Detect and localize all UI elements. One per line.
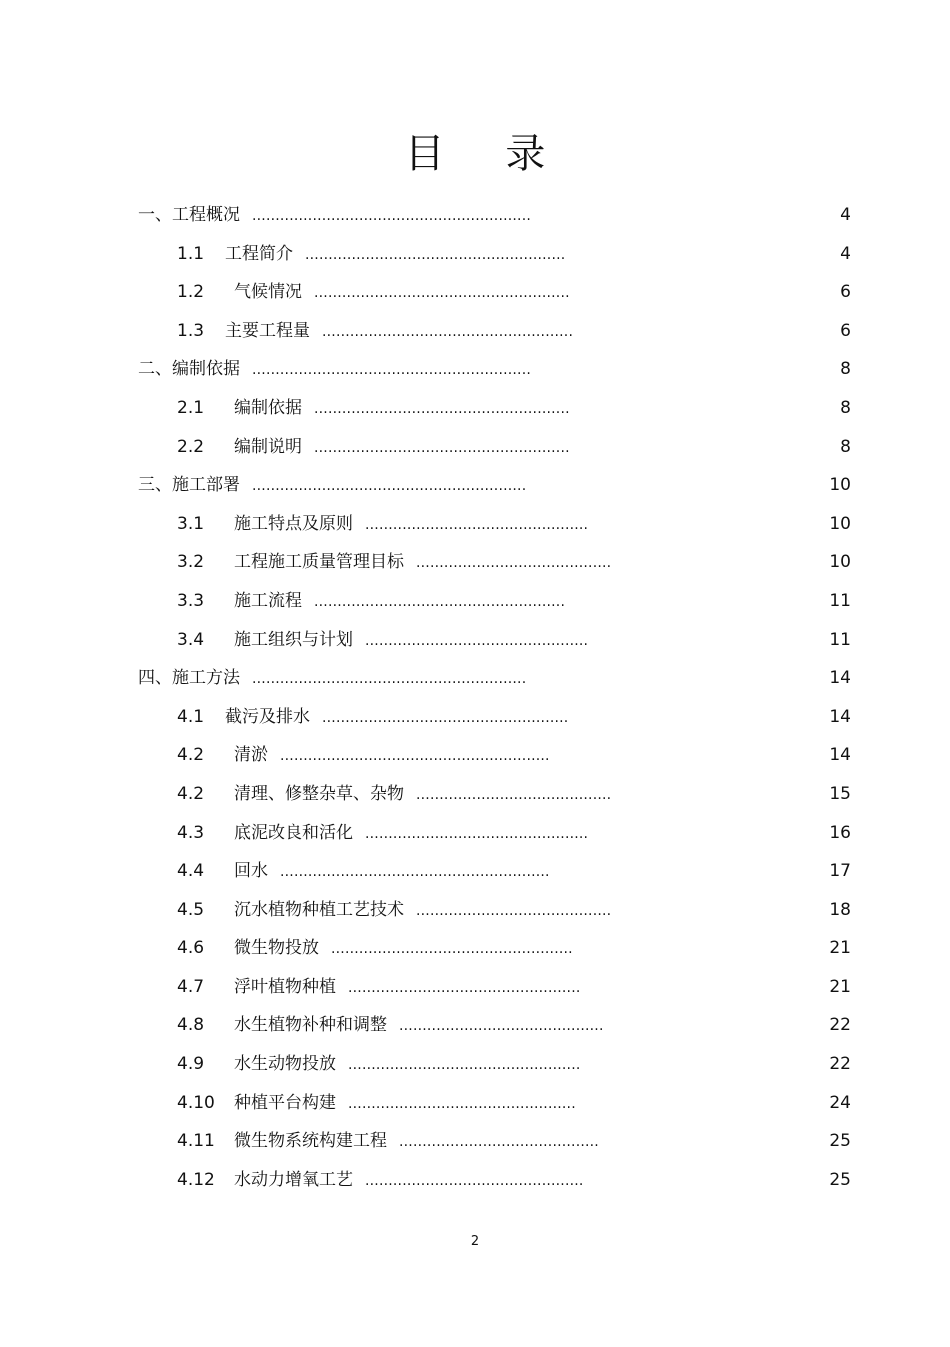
toc-entry-number: 4.10 (177, 1092, 215, 1113)
toc-entry-number: 4.4 (177, 861, 205, 882)
toc-entry-text: 微生物投放 (234, 938, 319, 959)
toc-leader-dots: ............................................................ (252, 362, 532, 379)
toc-entry[interactable] (0, 389, 950, 428)
toc-entry-text: 清淤 (234, 745, 268, 766)
toc-leader-dots: ................................................. (348, 1095, 576, 1112)
toc-page-number: 22 (829, 1054, 851, 1075)
toc-page-number: 4 (840, 205, 851, 225)
toc-leader-dots: ........................................................... (252, 478, 527, 495)
toc-leader-dots: ................................................ (365, 825, 589, 842)
toc-entry-number: 4.1 (177, 706, 205, 727)
toc-entry[interactable] (0, 582, 950, 621)
toc-entry-text: 三、施工部署 (138, 475, 240, 496)
toc-entry[interactable] (0, 543, 950, 582)
toc-leader-dots: ....................................................... (314, 285, 570, 302)
toc-entry-text: 气候情况 (234, 282, 302, 303)
toc-page-number: 14 (829, 668, 851, 689)
toc-title: 目 录 (404, 131, 570, 177)
toc-entry-text: 截污及排水 (225, 706, 310, 727)
toc-page-number: 6 (840, 320, 851, 341)
toc-entry-number: 4.7 (177, 976, 205, 997)
toc-entry-text: 回水 (234, 861, 268, 882)
toc-entry[interactable] (0, 1084, 950, 1123)
toc-leader-dots: ................................................ (365, 632, 589, 649)
toc-page-number: 21 (829, 938, 851, 959)
toc-entry-text: 主要工程量 (225, 320, 310, 341)
toc-entry[interactable] (0, 698, 950, 737)
toc-leader-dots: ........................................................ (305, 246, 566, 263)
toc-entry[interactable] (0, 235, 950, 274)
toc-entry[interactable] (0, 312, 950, 351)
toc-entry-number: 4.9 (177, 1054, 205, 1075)
toc-entry-number: 4.8 (177, 1015, 205, 1036)
toc-entry-text: 水生动物投放 (234, 1054, 336, 1075)
toc-entry[interactable] (0, 775, 950, 814)
toc-entry[interactable] (0, 350, 950, 389)
toc-leader-dots: ............................................ (399, 1018, 604, 1035)
toc-leader-dots: ....................................................... (314, 439, 570, 456)
toc-entry-number: 1.3 (177, 320, 205, 341)
toc-entry-text: 施工特点及原则 (234, 513, 353, 534)
toc-entry-text: 水动力增氧工艺 (234, 1169, 353, 1190)
toc-entry-number: 1.2 (177, 282, 205, 303)
toc-entry[interactable] (0, 852, 950, 891)
toc-entry-text: 二、编制依据 (138, 359, 240, 380)
toc-page-number: 16 (829, 822, 851, 843)
toc-entry[interactable] (0, 968, 950, 1007)
toc-entry-text: 水生植物补种和调整 (234, 1015, 387, 1036)
toc-leader-dots: .................................................. (348, 979, 581, 996)
toc-leader-dots: ............................................................ (252, 208, 532, 224)
toc-leader-dots: ...................................................... (322, 323, 574, 340)
toc-leader-dots: ............................................... (365, 1172, 584, 1189)
toc-entry-number: 4.6 (177, 938, 205, 959)
toc-entry-number: 2.1 (177, 397, 205, 418)
toc-leader-dots: .......................................... (416, 902, 612, 919)
toc-entry-text: 清理、修整杂草、杂物 (234, 783, 404, 804)
toc-entry-text: 沉水植物种植工艺技术 (234, 899, 404, 920)
toc-entry-text: 工程施工质量管理目标 (234, 552, 404, 573)
toc-entry-text: 编制依据 (234, 397, 302, 418)
page-number: 2 (470, 1234, 480, 1249)
toc-entry-text: 微生物系统构建工程 (234, 1131, 387, 1152)
toc-entry[interactable] (0, 1122, 950, 1161)
toc-leader-dots: ....................................................... (314, 400, 570, 417)
toc-entry-text: 四、施工方法 (138, 668, 240, 689)
toc-entry-number: 3.4 (177, 629, 205, 650)
toc-entry-number: 3.1 (177, 513, 205, 534)
toc-page-number: 14 (829, 706, 851, 727)
toc-entry-text: 工程简介 (225, 243, 293, 264)
toc-entry-text: 施工流程 (234, 590, 302, 611)
toc-entry-number: 1.1 (177, 243, 205, 264)
toc-entry[interactable] (0, 428, 950, 467)
toc-leader-dots: .......................................................... (280, 748, 550, 765)
toc-entry-number: 4.2 (177, 745, 205, 766)
toc-entry[interactable] (0, 621, 950, 660)
toc-entry-number: 3.3 (177, 590, 205, 611)
toc-entry[interactable] (0, 505, 950, 544)
toc-entry-text: 一、工程概况 (138, 205, 240, 225)
toc-leader-dots: ................................................ (365, 516, 589, 533)
toc-entry-number: 3.2 (177, 552, 205, 573)
toc-page-number: 18 (829, 899, 851, 920)
toc-entry-number: 4.12 (177, 1169, 215, 1190)
toc-leader-dots: ...................................................... (314, 593, 566, 610)
toc-entry-text: 种植平台构建 (234, 1092, 336, 1113)
toc-page-number: 6 (840, 282, 851, 303)
toc-entry[interactable] (0, 1006, 950, 1045)
toc-page-number: 17 (829, 861, 851, 882)
toc-entry[interactable] (0, 466, 950, 505)
toc-page-number: 4 (840, 243, 851, 264)
toc-page-number: 15 (829, 783, 851, 804)
toc-entry[interactable] (0, 273, 950, 312)
toc-page-number: 11 (829, 629, 851, 650)
toc-entry-number: 4.5 (177, 899, 205, 920)
toc-page-number: 8 (840, 359, 851, 380)
toc-page-number: 25 (829, 1169, 851, 1190)
toc-page-number: 25 (829, 1131, 851, 1152)
toc-entry[interactable] (0, 891, 950, 930)
toc-page-number: 10 (829, 513, 851, 534)
toc-leader-dots: ........................................... (399, 1134, 599, 1151)
toc-entry[interactable] (0, 814, 950, 853)
toc-page-number: 24 (829, 1092, 851, 1113)
toc-entry-number: 2.2 (177, 436, 205, 457)
toc-page-number: 14 (829, 745, 851, 766)
toc-entry[interactable] (0, 659, 950, 698)
toc-entry[interactable] (0, 196, 950, 235)
toc-leader-dots: .......................................... (416, 786, 612, 803)
toc-entry[interactable] (0, 1045, 950, 1084)
toc-leader-dots: .......................................... (416, 555, 612, 572)
toc-entry-number: 4.3 (177, 822, 205, 843)
toc-page-number: 8 (840, 436, 851, 457)
toc-entry-text: 施工组织与计划 (234, 629, 353, 650)
table-of-contents (0, 196, 950, 1199)
toc-entry-text: 编制说明 (234, 436, 302, 457)
toc-leader-dots: ..................................................... (322, 709, 569, 726)
toc-entry[interactable] (0, 929, 950, 968)
toc-page-number: 8 (840, 397, 851, 418)
toc-page-number: 10 (829, 475, 851, 496)
toc-entry-text: 底泥改良和活化 (234, 822, 353, 843)
toc-leader-dots: .......................................................... (280, 864, 550, 881)
toc-entry-number: 4.11 (177, 1131, 215, 1152)
toc-page-number: 22 (829, 1015, 851, 1036)
toc-entry-number: 4.2 (177, 783, 205, 804)
toc-entry-text: 浮叶植物种植 (234, 976, 336, 997)
toc-leader-dots: .................................................... (331, 941, 573, 958)
toc-leader-dots: ........................................................... (252, 671, 527, 688)
toc-page-number: 21 (829, 976, 851, 997)
toc-leader-dots: .................................................. (348, 1057, 581, 1074)
toc-entry[interactable] (0, 736, 950, 775)
toc-page-number: 10 (829, 552, 851, 573)
toc-entry[interactable] (0, 1161, 950, 1200)
toc-page-number: 11 (829, 590, 851, 611)
